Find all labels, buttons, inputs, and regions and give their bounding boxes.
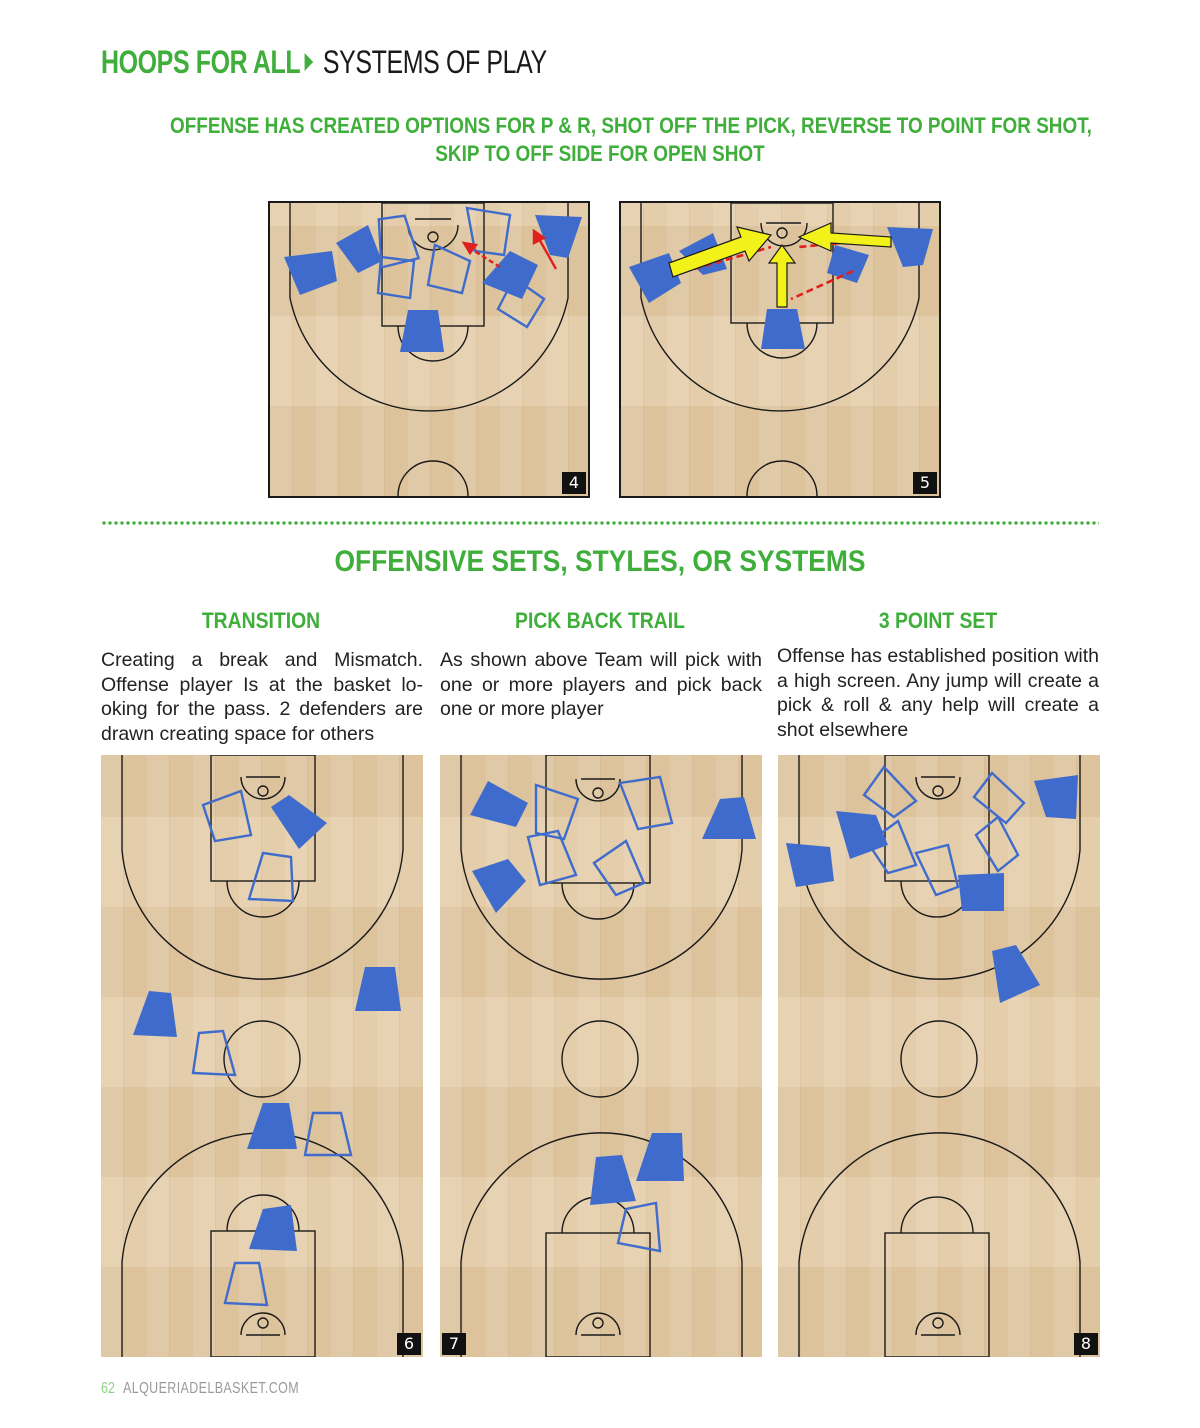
section-title: OFFENSIVE SETS, STYLES, OR SYSTEMS bbox=[334, 545, 866, 578]
court-diagram-4 bbox=[268, 201, 590, 498]
court-lines-6 bbox=[101, 755, 423, 1357]
section-name: SYSTEMS OF PLAY bbox=[322, 43, 547, 80]
play-arrow-icon bbox=[305, 53, 314, 71]
column-title-pick-back-trail: PICK BACK TRAIL bbox=[515, 608, 685, 633]
court-lines-8 bbox=[778, 755, 1100, 1357]
offense-markers-7 bbox=[470, 781, 756, 1205]
page-number: 62 bbox=[101, 1380, 115, 1397]
figure-number-5: 5 bbox=[913, 472, 937, 494]
top-caption-line-2: SKIP TO OFF SIDE FOR OPEN SHOT bbox=[435, 141, 765, 166]
top-caption-line-1: OFFENSE HAS CREATED OPTIONS FOR P & R, SHOT OFF THE PICK, REVERSE TO POINT FOR SHOT, bbox=[170, 113, 1092, 138]
figure-number-4: 4 bbox=[562, 472, 586, 494]
brand-title: HOOPS FOR ALL bbox=[101, 43, 301, 80]
court-lines-7 bbox=[440, 755, 762, 1357]
figure-number-6: 6 bbox=[397, 1333, 421, 1355]
column-text-transition: Creating a break and Mismatch. Offense player Is at the basket lo-oking for the pass. 2 defenders are drawn creating space for others bbox=[101, 649, 423, 745]
figure-number-8: 8 bbox=[1074, 1333, 1098, 1355]
court-diagram-8 bbox=[778, 755, 1100, 1357]
court-diagram-5 bbox=[619, 201, 941, 498]
court-lines-5 bbox=[621, 203, 939, 496]
column-text-3-point-set: Offense has established position with a high screen. Any jump will create a pick & roll & any help will create a shot elsewhere bbox=[777, 645, 1099, 741]
offense-markers-6 bbox=[133, 795, 401, 1251]
column-text-pick-back-trail: As shown above Team will pick with one or more players and pick back one or more player bbox=[440, 649, 762, 720]
column-title-3-point-set: 3 POINT SET bbox=[878, 608, 998, 633]
court-diagram-6 bbox=[101, 755, 423, 1357]
dotted-divider bbox=[101, 520, 1099, 526]
court-lines-4 bbox=[270, 203, 588, 496]
figure-number-7: 7 bbox=[442, 1333, 466, 1355]
column-title-transition: TRANSITION bbox=[201, 608, 321, 633]
page-footer bbox=[101, 1380, 299, 1398]
footer-site-link[interactable]: ALQUERIADELBASKET.COM bbox=[123, 1380, 300, 1397]
page-header bbox=[101, 40, 547, 84]
court-diagram-7 bbox=[440, 755, 762, 1357]
